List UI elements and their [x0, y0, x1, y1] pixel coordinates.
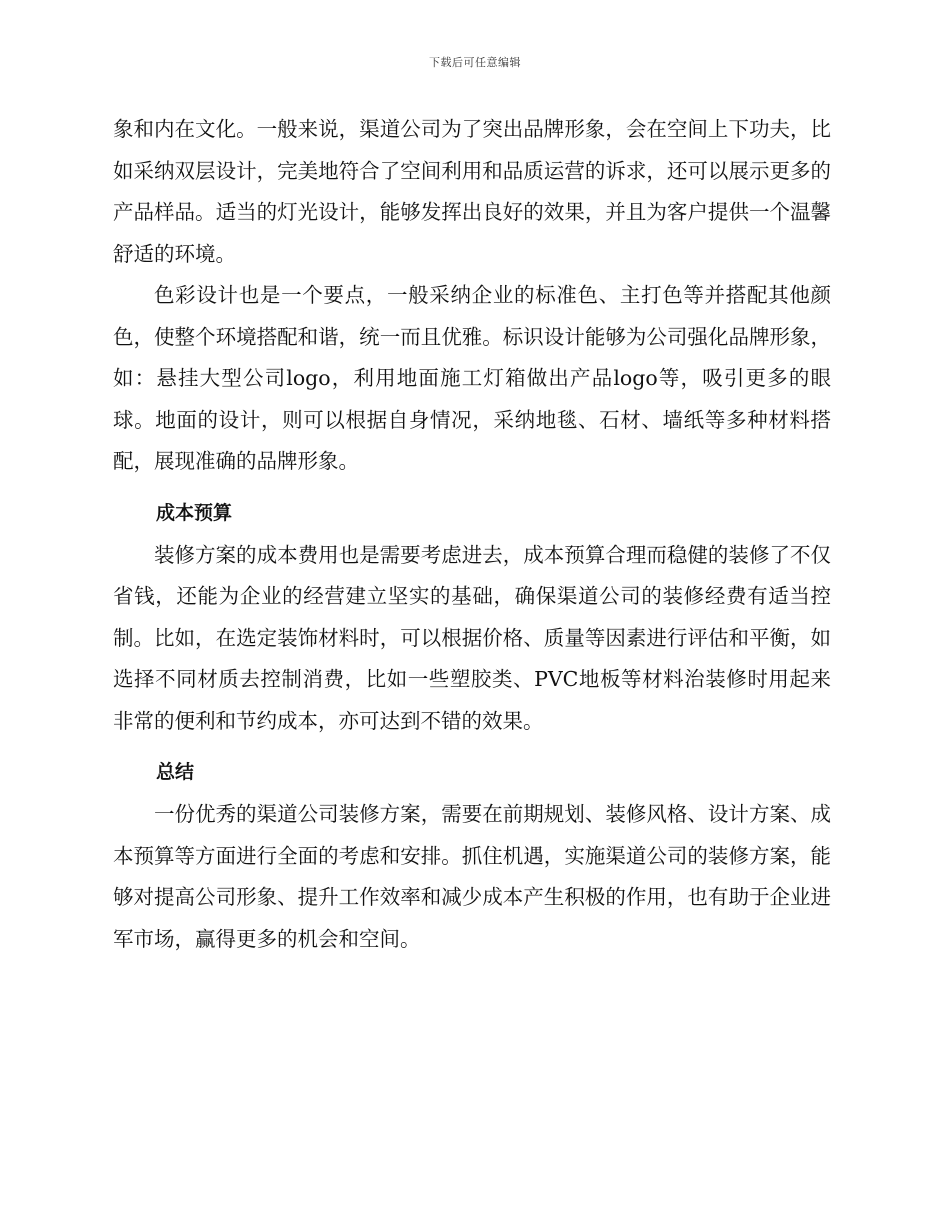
section-heading-cost-budget: 成本预算	[156, 501, 233, 524]
paragraph-color-design: 色彩设计也是一个要点，一般采纳企业的标准色、主打色等并搭配其他颜色，使整个环境搭配和谐，统一而且优雅。标识设计能够为公司强化品牌形象，如：悬挂大型公司logo，利用地面施工灯箱做出产品logo等，吸引更多的眼球。地面的设计，则可以根据自身情况，采纳地毯、石材、墙纸等多种材料搭配，展现准确的品牌形象。	[113, 283, 831, 473]
page-header: 下载后可任意编辑	[429, 56, 521, 69]
paragraph-brand-space: 象和内在文化。一般来说，渠道公司为了突出品牌形象，会在空间上下功夫，比如采纳双层设计，完美地符合了空间利用和品质运营的诉求，还可以展示更多的产品样品。适当的灯光设计，能够发挥出良好的效果，并且为客户提供一个温馨舒适的环境。	[113, 117, 831, 266]
section-heading-summary: 总结	[156, 761, 195, 783]
paragraph-summary: 一份优秀的渠道公司装修方案，需要在前期规划、装修风格、设计方案、成本预算等方面进行全面的考虑和安排。抓住机遇，实施渠道公司的装修方案，能够对提高公司形象、提升工作效率和减少成本产生积极的作用，也有助于企业进军市场，赢得更多的机会和空间。	[113, 802, 831, 951]
paragraph-cost-budget: 装修方案的成本费用也是需要考虑进去，成本预算合理而稳健的装修了不仅省钱，还能为企业的经营建立坚实的基础，确保渠道公司的装修经费有适当控制。比如，在选定装饰材料时，可以根据价格、质量等因素进行评估和平衡，如选择不同材质去控制消费，比如一些塑胶类、PVC地板等材料治装修时用起来非常的便利和节约成本，亦可达到不错的效果。	[113, 542, 831, 733]
document-body	[113, 109, 831, 960]
